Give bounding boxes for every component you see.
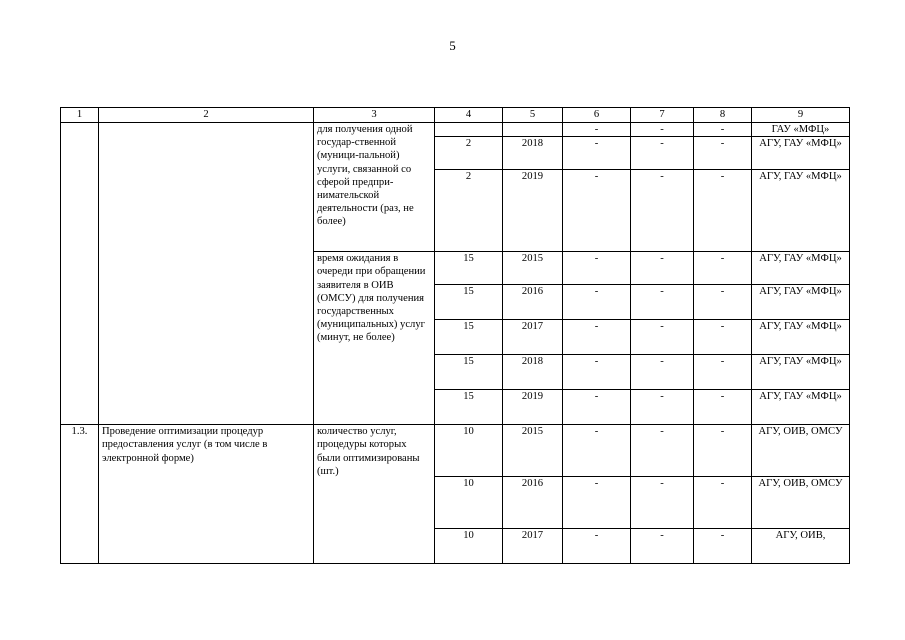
target-value-cell: 10 bbox=[435, 425, 503, 477]
col8-cell: - bbox=[694, 355, 752, 390]
col6-cell: - bbox=[563, 252, 631, 285]
col6-cell: - bbox=[563, 390, 631, 425]
col8-cell: - bbox=[694, 477, 752, 529]
target-value-cell: 10 bbox=[435, 477, 503, 529]
col7-cell: - bbox=[631, 320, 694, 355]
col7-cell: - bbox=[631, 170, 694, 252]
target-value-cell bbox=[435, 123, 503, 137]
year-cell: 2015 bbox=[503, 252, 563, 285]
col7-cell: - bbox=[631, 123, 694, 137]
year-cell: 2016 bbox=[503, 285, 563, 320]
year-cell: 2017 bbox=[503, 529, 563, 564]
header-cell: 9 bbox=[752, 108, 850, 123]
row-number-cell: 1.3. bbox=[61, 425, 99, 564]
col8-cell: - bbox=[694, 123, 752, 137]
year-cell: 2019 bbox=[503, 390, 563, 425]
table-row bbox=[61, 123, 850, 137]
year-cell bbox=[503, 123, 563, 137]
indicator-cell: для получения одной государ-ственной (муници-пальной) услуги, связанной со сферой предпри-нимательской деятельности (раз, не более) bbox=[314, 123, 435, 252]
responsible-cell: АГУ, ГАУ «МФЦ» bbox=[752, 285, 850, 320]
col7-cell: - bbox=[631, 390, 694, 425]
page-number: 5 bbox=[449, 38, 456, 53]
target-value-cell: 15 bbox=[435, 285, 503, 320]
responsible-cell: АГУ, ГАУ «МФЦ» bbox=[752, 390, 850, 425]
program-table bbox=[60, 107, 850, 564]
col7-cell: - bbox=[631, 355, 694, 390]
year-cell: 2016 bbox=[503, 477, 563, 529]
responsible-cell: АГУ, ГАУ «МФЦ» bbox=[752, 320, 850, 355]
col6-cell: - bbox=[563, 477, 631, 529]
responsible-cell: АГУ, ГАУ «МФЦ» bbox=[752, 170, 850, 252]
col6-cell: - bbox=[563, 285, 631, 320]
header-cell: 6 bbox=[563, 108, 631, 123]
target-value-cell: 15 bbox=[435, 252, 503, 285]
activity-name-cell: Проведение оптимизации процедур предоставления услуг (в том числе в электронной форме) bbox=[99, 425, 314, 564]
indicator-cell: время ожидания в очереди при обращении заявителя в ОИВ (ОМСУ) для получения государственных (муниципальных) услуг (минут, не более) bbox=[314, 252, 435, 425]
col7-cell: - bbox=[631, 137, 694, 170]
col6-cell: - bbox=[563, 137, 631, 170]
header-cell: 4 bbox=[435, 108, 503, 123]
col8-cell: - bbox=[694, 137, 752, 170]
header-cell: 5 bbox=[503, 108, 563, 123]
header-cell: 2 bbox=[99, 108, 314, 123]
year-cell: 2018 bbox=[503, 137, 563, 170]
responsible-cell: АГУ, ОИВ, ОМСУ bbox=[752, 425, 850, 477]
header-cell: 7 bbox=[631, 108, 694, 123]
target-value-cell: 15 bbox=[435, 320, 503, 355]
target-value-cell: 15 bbox=[435, 355, 503, 390]
col7-cell: - bbox=[631, 529, 694, 564]
col8-cell: - bbox=[694, 170, 752, 252]
year-cell: 2017 bbox=[503, 320, 563, 355]
indicator-cell: количество услуг, процедуры которых были оптимизированы (шт.) bbox=[314, 425, 435, 564]
responsible-cell: АГУ, ГАУ «МФЦ» bbox=[752, 355, 850, 390]
responsible-cell: АГУ, ГАУ «МФЦ» bbox=[752, 137, 850, 170]
col8-cell: - bbox=[694, 425, 752, 477]
col7-cell: - bbox=[631, 252, 694, 285]
col6-cell: - bbox=[563, 170, 631, 252]
col7-cell: - bbox=[631, 425, 694, 477]
year-cell: 2019 bbox=[503, 170, 563, 252]
col7-cell: - bbox=[631, 477, 694, 529]
responsible-cell: АГУ, ОИВ, bbox=[752, 529, 850, 564]
col8-cell: - bbox=[694, 320, 752, 355]
responsible-cell: АГУ, ГАУ «МФЦ» bbox=[752, 252, 850, 285]
col8-cell: - bbox=[694, 252, 752, 285]
responsible-cell: АГУ, ОИВ, ОМСУ bbox=[752, 477, 850, 529]
col8-cell: - bbox=[694, 390, 752, 425]
table-row bbox=[61, 425, 850, 477]
year-cell: 2015 bbox=[503, 425, 563, 477]
col6-cell: - bbox=[563, 529, 631, 564]
header-cell: 8 bbox=[694, 108, 752, 123]
year-cell: 2018 bbox=[503, 355, 563, 390]
col8-cell: - bbox=[694, 285, 752, 320]
row-number-cell bbox=[61, 123, 99, 425]
col8-cell: - bbox=[694, 529, 752, 564]
col6-cell: - bbox=[563, 320, 631, 355]
target-value-cell: 10 bbox=[435, 529, 503, 564]
responsible-cell: ГАУ «МФЦ» bbox=[752, 123, 850, 137]
table-body bbox=[61, 108, 850, 564]
col6-cell: - bbox=[563, 425, 631, 477]
target-value-cell: 2 bbox=[435, 170, 503, 252]
target-value-cell: 15 bbox=[435, 390, 503, 425]
col6-cell: - bbox=[563, 355, 631, 390]
activity-name-cell bbox=[99, 123, 314, 425]
header-cell: 1 bbox=[61, 108, 99, 123]
col7-cell: - bbox=[631, 285, 694, 320]
header-row bbox=[61, 108, 850, 123]
col6-cell: - bbox=[563, 123, 631, 137]
target-value-cell: 2 bbox=[435, 137, 503, 170]
header-cell: 3 bbox=[314, 108, 435, 123]
